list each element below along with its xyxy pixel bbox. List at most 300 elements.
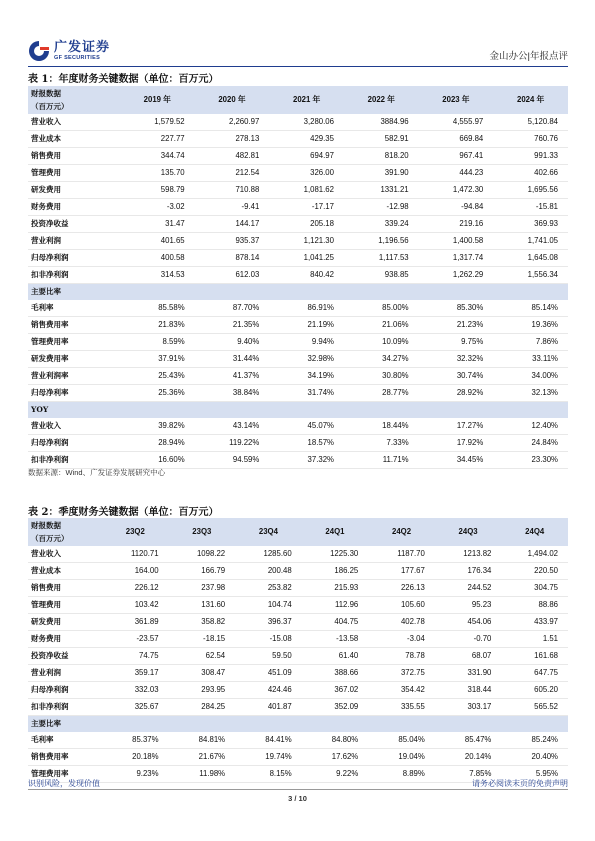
table-cell: 166.79 [169, 563, 236, 580]
table-cell: 10.09% [344, 334, 419, 351]
column-header: 23Q4 [235, 518, 302, 546]
table-cell: 7.33% [344, 435, 419, 452]
row-label: 扣非净利润 [28, 699, 102, 716]
table-cell: 582.91 [344, 131, 419, 148]
row-label: 营业成本 [28, 131, 120, 148]
table-cell: 59.50 [235, 648, 302, 665]
table-cell: 2,260.97 [195, 114, 270, 131]
table-cell: 308.47 [169, 665, 236, 682]
table-row [28, 334, 568, 351]
table-cell: 20.18% [102, 749, 169, 766]
table-cell: 332.03 [102, 682, 169, 699]
table2-caption: 表 2：季度财务关键数据（单位：百万元） [28, 507, 219, 518]
table-cell: 1,400.58 [419, 233, 494, 250]
row-label: 毛利率 [28, 300, 120, 317]
table-cell: 41.37% [195, 368, 270, 385]
table-cell: 4,555.97 [419, 114, 494, 131]
table-cell: 85.30% [419, 300, 494, 317]
table-cell: 11.71% [344, 452, 419, 469]
column-header: 23Q2 [102, 518, 169, 546]
section-ratio-row [28, 716, 568, 733]
table-cell: 94.59% [195, 452, 270, 469]
table-cell: 103.42 [102, 597, 169, 614]
section-yoy-row-label: YOY [28, 402, 568, 419]
table-cell: 5.95% [501, 766, 568, 783]
table-cell: 1213.82 [435, 546, 502, 563]
table-cell: 433.97 [501, 614, 568, 631]
header-label-line2: （百万元） [31, 534, 69, 543]
table-row [28, 385, 568, 402]
table-cell: 3884.96 [344, 114, 419, 131]
table-row [28, 165, 568, 182]
table-cell: 1,117.53 [344, 250, 419, 267]
table-cell: 34.19% [269, 368, 344, 385]
table-cell: 935.37 [195, 233, 270, 250]
table-row [28, 732, 568, 749]
header-label-line1: 财报数据 [31, 89, 61, 98]
column-header: 24Q1 [302, 518, 369, 546]
table-cell: -15.81 [493, 199, 568, 216]
section-ratio-row [28, 284, 568, 301]
row-label: 毛利率 [28, 732, 102, 749]
table-cell: 840.42 [269, 267, 344, 284]
table-row [28, 682, 568, 699]
header-label-line1: 财报数据 [31, 521, 61, 530]
row-label: 研发费用 [28, 182, 120, 199]
table-cell: 85.37% [102, 732, 169, 749]
table-cell: 1,262.29 [419, 267, 494, 284]
table-cell: 1,081.62 [269, 182, 344, 199]
table-cell: 84.81% [169, 732, 236, 749]
column-header: 24Q2 [368, 518, 435, 546]
table-cell: -9.41 [195, 199, 270, 216]
table-cell: 9.22% [302, 766, 369, 783]
table-cell: 28.94% [120, 435, 195, 452]
table-cell: 3,280.06 [269, 114, 344, 131]
row-label: 管理费用率 [28, 766, 102, 783]
gf-logo-icon [28, 40, 50, 62]
table-cell: 1,121.30 [269, 233, 344, 250]
row-label: 营业利润率 [28, 368, 120, 385]
table-cell: 219.16 [419, 216, 494, 233]
table-cell: 424.46 [235, 682, 302, 699]
table-cell: 87.70% [195, 300, 270, 317]
table-cell: 23.30% [493, 452, 568, 469]
table-cell: 396.37 [235, 614, 302, 631]
table-cell: 326.00 [269, 165, 344, 182]
row-label: 营业收入 [28, 546, 102, 563]
table-cell: 39.82% [120, 418, 195, 435]
table-cell: 938.85 [344, 267, 419, 284]
header-label-cell [28, 86, 120, 114]
table-cell: 454.06 [435, 614, 502, 631]
table-cell: -17.17 [269, 199, 344, 216]
table-cell: 598.79 [120, 182, 195, 199]
table-cell: 1,645.08 [493, 250, 568, 267]
table-cell: 28.77% [344, 385, 419, 402]
table-cell: 161.68 [501, 648, 568, 665]
table-cell: 85.58% [120, 300, 195, 317]
table-cell: 1187.70 [368, 546, 435, 563]
table-cell: 186.25 [302, 563, 369, 580]
table-row [28, 563, 568, 580]
table-row [28, 233, 568, 250]
table-cell: 68.07 [435, 648, 502, 665]
table-cell: 212.54 [195, 165, 270, 182]
footer-slogan: 识别风险，发现价值 [28, 779, 100, 788]
table-cell: 1120.71 [102, 546, 169, 563]
table-row [28, 631, 568, 648]
table-cell: 5,120.84 [493, 114, 568, 131]
table-cell: -0.70 [435, 631, 502, 648]
table-cell: 21.23% [419, 317, 494, 334]
table-cell: 34.45% [419, 452, 494, 469]
row-label: 扣非净利润 [28, 452, 120, 469]
table-cell: 1331.21 [344, 182, 419, 199]
column-header: 2020 年 [195, 86, 270, 114]
table-cell: 220.50 [501, 563, 568, 580]
table-row [28, 418, 568, 435]
header-divider [28, 66, 568, 67]
quarterly-financial-table [28, 518, 568, 783]
table-cell: 30.80% [344, 368, 419, 385]
table-cell: 34.27% [344, 351, 419, 368]
table-cell: 335.55 [368, 699, 435, 716]
table-cell: 24.84% [493, 435, 568, 452]
row-label: 研发费用 [28, 614, 102, 631]
table-cell: 8.59% [120, 334, 195, 351]
table-cell: 164.00 [102, 563, 169, 580]
row-label: 扣非净利润 [28, 267, 120, 284]
table-cell: 31.47 [120, 216, 195, 233]
table-cell: 429.35 [269, 131, 344, 148]
table-cell: 304.75 [501, 580, 568, 597]
table-row [28, 648, 568, 665]
table-cell: 85.00% [344, 300, 419, 317]
table-cell: 1,579.52 [120, 114, 195, 131]
column-header: 2021 年 [269, 86, 344, 114]
table-cell: 1225.30 [302, 546, 369, 563]
row-label: 营业利润 [28, 665, 102, 682]
table-cell: 20.14% [435, 749, 502, 766]
table-cell: 612.03 [195, 267, 270, 284]
table-cell: 565.52 [501, 699, 568, 716]
table-row [28, 452, 568, 469]
table-cell: 354.42 [368, 682, 435, 699]
column-header: 2022 年 [344, 86, 419, 114]
table-cell: 43.14% [195, 418, 270, 435]
table-cell: 372.75 [368, 665, 435, 682]
table-cell: 135.70 [120, 165, 195, 182]
footer-disclaimer: 请务必阅读末页的免责声明 [472, 779, 568, 788]
table-cell: 967.41 [419, 148, 494, 165]
table-cell: 21.19% [269, 317, 344, 334]
table-cell: 1,196.56 [344, 233, 419, 250]
table-row [28, 580, 568, 597]
row-label: 销售费用 [28, 580, 102, 597]
table-cell: -94.84 [419, 199, 494, 216]
table-cell: 344.74 [120, 148, 195, 165]
table-cell: 314.53 [120, 267, 195, 284]
table-cell: 38.84% [195, 385, 270, 402]
table-cell: 253.82 [235, 580, 302, 597]
table-cell: 12.40% [493, 418, 568, 435]
table-cell: 21.83% [120, 317, 195, 334]
column-header: 23Q3 [169, 518, 236, 546]
table-cell: 1,741.05 [493, 233, 568, 250]
table-cell: 176.34 [435, 563, 502, 580]
table-cell: 1285.60 [235, 546, 302, 563]
table-cell: 482.81 [195, 148, 270, 165]
table-cell: 605.20 [501, 682, 568, 699]
table-row [28, 148, 568, 165]
table-row [28, 131, 568, 148]
table-cell: 402.78 [368, 614, 435, 631]
table-cell: 9.94% [269, 334, 344, 351]
table-cell: 32.32% [419, 351, 494, 368]
table1-caption: 表 1：年度财务关键数据（单位：百万元） [28, 74, 219, 85]
table-cell: 391.90 [344, 165, 419, 182]
row-label: 财务费用 [28, 631, 102, 648]
table-cell: 367.02 [302, 682, 369, 699]
table-cell: 352.09 [302, 699, 369, 716]
table-row [28, 435, 568, 452]
table-cell: 401.87 [235, 699, 302, 716]
table-cell: 401.65 [120, 233, 195, 250]
table-cell: 34.00% [493, 368, 568, 385]
table-row [28, 699, 568, 716]
table-cell: 84.80% [302, 732, 369, 749]
column-header: 2019 年 [120, 86, 195, 114]
table-row [28, 182, 568, 199]
table-cell: 1098.22 [169, 546, 236, 563]
table-cell: 339.24 [344, 216, 419, 233]
table-cell: -18.15 [169, 631, 236, 648]
table-cell: 11.98% [169, 766, 236, 783]
table-cell: 16.60% [120, 452, 195, 469]
table-cell: 760.76 [493, 131, 568, 148]
table-cell: 818.20 [344, 148, 419, 165]
table-cell: 32.13% [493, 385, 568, 402]
table-cell: 19.36% [493, 317, 568, 334]
table-cell: 226.12 [102, 580, 169, 597]
table-cell: 7.85% [435, 766, 502, 783]
table-cell: 17.27% [419, 418, 494, 435]
table-cell: 1,317.74 [419, 250, 494, 267]
row-label: 投资净收益 [28, 648, 102, 665]
table-cell: 451.09 [235, 665, 302, 682]
table-cell: 878.14 [195, 250, 270, 267]
row-label: 归母净利润 [28, 682, 102, 699]
table-cell: 361.89 [102, 614, 169, 631]
table-cell: 205.18 [269, 216, 344, 233]
table-cell: 33.11% [493, 351, 568, 368]
table-cell: 227.77 [120, 131, 195, 148]
table-cell: 237.98 [169, 580, 236, 597]
table-cell: -3.04 [368, 631, 435, 648]
table-cell: 85.24% [501, 732, 568, 749]
table-cell: -12.98 [344, 199, 419, 216]
table-cell: 84.41% [235, 732, 302, 749]
table-cell: 37.32% [269, 452, 344, 469]
table-cell: 62.54 [169, 648, 236, 665]
table-cell: 177.67 [368, 563, 435, 580]
table-row [28, 546, 568, 563]
table-header-row [28, 518, 568, 546]
table-cell: 1,556.34 [493, 267, 568, 284]
table-cell: 991.33 [493, 148, 568, 165]
table-row [28, 351, 568, 368]
table-cell: 303.17 [435, 699, 502, 716]
table-row [28, 114, 568, 131]
table-cell: 9.75% [419, 334, 494, 351]
table-row [28, 250, 568, 267]
table-cell: 1.51 [501, 631, 568, 648]
table-cell: 144.17 [195, 216, 270, 233]
header-label-line2: （百万元） [31, 102, 69, 111]
table-cell: 404.75 [302, 614, 369, 631]
table-cell: 215.93 [302, 580, 369, 597]
table-cell: 131.60 [169, 597, 236, 614]
table-cell: 358.82 [169, 614, 236, 631]
table-cell: 1,041.25 [269, 250, 344, 267]
section-ratio-row-label: 主要比率 [28, 716, 568, 733]
table-cell: 19.04% [368, 749, 435, 766]
table-cell: 45.07% [269, 418, 344, 435]
table-cell: -13.58 [302, 631, 369, 648]
table-row [28, 199, 568, 216]
logo-chinese-text: 广发证券 [54, 39, 111, 54]
table-row [28, 368, 568, 385]
section-ratio-row-label: 主要比率 [28, 284, 568, 301]
table-cell: 694.97 [269, 148, 344, 165]
table-cell: 244.52 [435, 580, 502, 597]
row-label: 销售费用率 [28, 749, 102, 766]
column-header: 24Q4 [501, 518, 568, 546]
table-cell: 28.92% [419, 385, 494, 402]
table-cell: 95.23 [435, 597, 502, 614]
page-number: 3 / 10 [288, 794, 307, 803]
row-label: 营业利润 [28, 233, 120, 250]
table-cell: 18.57% [269, 435, 344, 452]
table-cell: 388.66 [302, 665, 369, 682]
table-cell: 325.67 [102, 699, 169, 716]
table-cell: 104.74 [235, 597, 302, 614]
header-label-cell [28, 518, 102, 546]
company-logo [28, 40, 110, 64]
table-cell: 30.74% [419, 368, 494, 385]
table-cell: 8.15% [235, 766, 302, 783]
table-cell: 21.67% [169, 749, 236, 766]
table-cell: 21.35% [195, 317, 270, 334]
table-cell: 710.88 [195, 182, 270, 199]
annual-financial-table [28, 86, 568, 469]
table-cell: 88.86 [501, 597, 568, 614]
table-row [28, 300, 568, 317]
table-cell: -3.02 [120, 199, 195, 216]
table-cell: 8.89% [368, 766, 435, 783]
row-label: 归母净利率 [28, 385, 120, 402]
row-label: 销售费用 [28, 148, 120, 165]
row-label: 营业收入 [28, 418, 120, 435]
table-cell: 61.40 [302, 648, 369, 665]
table-cell: 9.23% [102, 766, 169, 783]
table-cell: 85.14% [493, 300, 568, 317]
table-row [28, 614, 568, 631]
table-cell: 284.25 [169, 699, 236, 716]
table-cell: 85.47% [435, 732, 502, 749]
table-header-row [28, 86, 568, 114]
table-cell: 25.43% [120, 368, 195, 385]
table-cell: 20.40% [501, 749, 568, 766]
table-cell: 74.75 [102, 648, 169, 665]
table-cell: 400.58 [120, 250, 195, 267]
row-label: 管理费用 [28, 597, 102, 614]
table-cell: 18.44% [344, 418, 419, 435]
table-cell: 444.23 [419, 165, 494, 182]
column-header: 24Q3 [435, 518, 502, 546]
table1-source: 数据来源：Wind、广发证券发展研究中心 [28, 468, 166, 477]
row-label: 归母净利润 [28, 250, 120, 267]
table-cell: 318.44 [435, 682, 502, 699]
column-header: 2024 年 [493, 86, 568, 114]
table-cell: 112.96 [302, 597, 369, 614]
row-label: 销售费用率 [28, 317, 120, 334]
row-label: 投资净收益 [28, 216, 120, 233]
row-label: 财务费用 [28, 199, 120, 216]
page-header [28, 38, 568, 68]
footer-divider [28, 789, 568, 790]
row-label: 归母净利润 [28, 435, 120, 452]
table-cell: 21.06% [344, 317, 419, 334]
table-cell: -15.08 [235, 631, 302, 648]
table-cell: 17.92% [419, 435, 494, 452]
table-cell: 7.86% [493, 334, 568, 351]
table-cell: 19.74% [235, 749, 302, 766]
table-row [28, 216, 568, 233]
table-cell: 25.36% [120, 385, 195, 402]
table-row [28, 597, 568, 614]
table-cell: 359.17 [102, 665, 169, 682]
table-cell: 119.22% [195, 435, 270, 452]
table-cell: 1,695.56 [493, 182, 568, 199]
column-header: 2023 年 [419, 86, 494, 114]
table-cell: 37.91% [120, 351, 195, 368]
table-cell: 17.62% [302, 749, 369, 766]
row-label: 管理费用率 [28, 334, 120, 351]
table-cell: 31.74% [269, 385, 344, 402]
table-cell: 331.90 [435, 665, 502, 682]
table-row [28, 267, 568, 284]
table-cell: 293.95 [169, 682, 236, 699]
report-type: 金山办公|年报点评 [489, 51, 568, 62]
table-cell: 105.60 [368, 597, 435, 614]
row-label: 营业成本 [28, 563, 102, 580]
table-row [28, 317, 568, 334]
table-cell: 369.93 [493, 216, 568, 233]
table-cell: 647.75 [501, 665, 568, 682]
table-row [28, 749, 568, 766]
table-cell: 278.13 [195, 131, 270, 148]
table-cell: 31.44% [195, 351, 270, 368]
table-cell: 200.48 [235, 563, 302, 580]
table-cell: 86.91% [269, 300, 344, 317]
table-cell: 1,472.30 [419, 182, 494, 199]
table-cell: 669.84 [419, 131, 494, 148]
logo-english-text: GF SECURITIES [54, 55, 101, 61]
section-yoy-row [28, 402, 568, 419]
table-cell: 402.66 [493, 165, 568, 182]
